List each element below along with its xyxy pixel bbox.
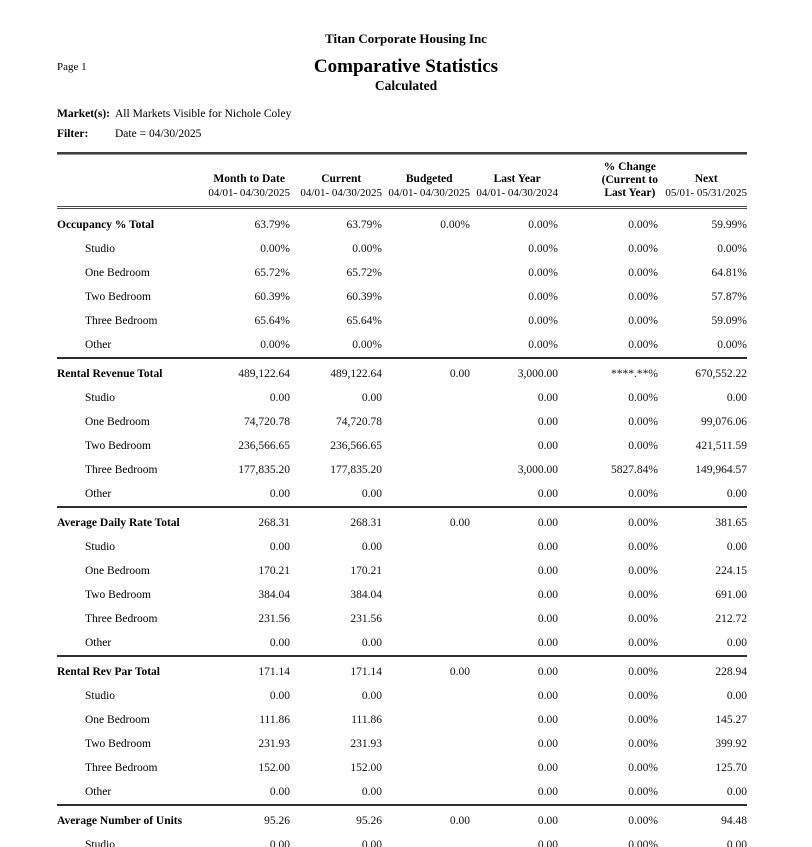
column-label: % Change (603, 161, 656, 173)
cell-value: 170.21 (350, 565, 382, 577)
row-label: One Bedroom (85, 416, 150, 428)
row-label: Studio (85, 690, 116, 702)
cell-value: 0.00% (528, 267, 558, 279)
cell-value: 0.00% (628, 243, 658, 255)
cell-value: 384.04 (258, 589, 290, 601)
column-date-range: 04/01- 04/30/2024 (476, 187, 558, 199)
cell-value: 0.00% (717, 339, 747, 351)
cell-value: 0.00 (537, 738, 558, 750)
cell-value: 0.00% (628, 589, 658, 601)
cell-value: 0.00% (717, 243, 747, 255)
cell-value: 212.72 (715, 613, 747, 625)
cell-value: 0.00 (269, 392, 290, 404)
column-label: (Current to (601, 174, 658, 186)
cell-value: 0.00% (628, 339, 658, 351)
column-label: Current (321, 173, 362, 185)
row-label: Other (85, 488, 112, 500)
cell-value: 171.14 (350, 666, 382, 678)
cell-value: 0.00 (537, 517, 558, 529)
cell-value: 224.15 (715, 565, 747, 577)
row-label: One Bedroom (85, 714, 150, 726)
cell-value: 170.21 (258, 565, 290, 577)
cell-value: 74,720.78 (336, 416, 382, 428)
cell-value: 0.00 (361, 786, 382, 798)
cell-value: 0.00 (726, 786, 747, 798)
cell-value: 0.00% (528, 243, 558, 255)
table-section (57, 655, 747, 804)
cell-value: 0.00% (628, 738, 658, 750)
row-label: Studio (85, 243, 116, 255)
cell-value: 0.00% (628, 392, 658, 404)
cell-value: 0.00 (537, 565, 558, 577)
cell-value: 0.00% (352, 339, 382, 351)
cell-value: 0.00% (528, 315, 558, 327)
cell-value: 0.00% (628, 786, 658, 798)
row-label: One Bedroom (85, 565, 150, 577)
cell-value: 0.00% (628, 613, 658, 625)
cell-value: 0.00 (537, 786, 558, 798)
cell-value: 0.00 (269, 488, 290, 500)
table-header-row (57, 155, 747, 204)
cell-value: 0.00 (537, 416, 558, 428)
cell-value: 125.70 (715, 762, 747, 774)
row-label: Three Bedroom (85, 315, 158, 327)
cell-value: 59.09% (711, 315, 747, 327)
cell-value: 0.00 (449, 815, 470, 827)
cell-value: 268.31 (350, 517, 382, 529)
column-date-range: 04/01- 04/30/2025 (388, 187, 470, 199)
table-row (57, 410, 747, 434)
column-header-next (658, 172, 747, 200)
cell-value: 0.00% (528, 339, 558, 351)
row-label: Studio (85, 839, 116, 847)
cell-value: 0.00% (628, 666, 658, 678)
cell-value: 95.26 (356, 815, 382, 827)
row-label: Two Bedroom (85, 291, 151, 303)
page-number: Page 1 (57, 61, 87, 73)
cell-value: 59.99% (711, 219, 747, 231)
cell-value: 65.72% (254, 267, 290, 279)
row-label: Three Bedroom (85, 762, 158, 774)
cell-value: 0.00% (628, 541, 658, 553)
column-date-range: 04/01- 04/30/2025 (208, 187, 290, 199)
row-label: Other (85, 339, 112, 351)
cell-value: 0.00% (628, 488, 658, 500)
cell-value: 0.00 (269, 637, 290, 649)
table-row-total (57, 213, 747, 237)
cell-value: ****.**% (611, 368, 658, 380)
cell-value: 0.00% (628, 637, 658, 649)
table-row (57, 780, 747, 804)
cell-value: 231.56 (350, 613, 382, 625)
table-row (57, 261, 747, 285)
cell-value: 111.86 (259, 714, 290, 726)
cell-value: 57.87% (711, 291, 747, 303)
cell-value: 0.00 (269, 541, 290, 553)
table-row (57, 684, 747, 708)
cell-value: 691.00 (715, 589, 747, 601)
cell-value: 0.00 (361, 839, 382, 847)
table-row (57, 482, 747, 506)
cell-value: 3,000.00 (517, 368, 558, 380)
cell-value: 0.00 (537, 714, 558, 726)
table-row-total (57, 660, 747, 684)
cell-value: 0.00 (537, 541, 558, 553)
row-label: Two Bedroom (85, 589, 151, 601)
section-title: Rental Rev Par Total (57, 666, 160, 678)
row-label: Other (85, 637, 112, 649)
cell-value: 152.00 (350, 762, 382, 774)
table-row (57, 434, 747, 458)
cell-value: 0.00 (726, 690, 747, 702)
table-row (57, 583, 747, 607)
column-date-range: 04/01- 04/30/2025 (300, 187, 382, 199)
cell-value: 0.00 (361, 690, 382, 702)
column-header-last-year (470, 172, 558, 200)
cell-value: 0.00% (260, 243, 290, 255)
column-label: Last Year) (604, 187, 656, 199)
cell-value: 0.00 (537, 690, 558, 702)
cell-value: 399.92 (715, 738, 747, 750)
table-row (57, 559, 747, 583)
title-band (0, 56, 812, 94)
cell-value: 421,511.59 (695, 440, 747, 452)
row-label: Three Bedroom (85, 613, 158, 625)
table-row (57, 535, 747, 559)
cell-value: 0.00 (537, 839, 558, 847)
cell-value: 65.64% (254, 315, 290, 327)
markets-row (57, 104, 812, 124)
cell-value: 94.48 (721, 815, 747, 827)
cell-value: 0.00% (628, 291, 658, 303)
cell-value: 670,552.22 (695, 368, 747, 380)
cell-value: 0.00 (537, 613, 558, 625)
section-title: Rental Revenue Total (57, 368, 163, 380)
company-name: Titan Corporate Housing Inc (325, 31, 487, 46)
cell-value: 95.26 (264, 815, 290, 827)
column-header-budgeted (382, 172, 470, 200)
cell-value: 0.00 (726, 488, 747, 500)
cell-value: 0.00% (628, 315, 658, 327)
cell-value: 64.81% (711, 267, 747, 279)
report-title: Comparative Statistics (313, 56, 499, 77)
column-label: Last Year (493, 173, 541, 185)
cell-value: 0.00 (726, 541, 747, 553)
cell-value: 0.00 (537, 440, 558, 452)
section-title: Average Number of Units (57, 815, 183, 827)
table-row (57, 631, 747, 655)
section-title: Average Daily Rate Total (57, 517, 180, 529)
cell-value: 231.93 (258, 738, 290, 750)
cell-value: 0.00 (726, 637, 747, 649)
cell-value: 3,000.00 (517, 464, 558, 476)
cell-value: 0.00% (528, 291, 558, 303)
cell-value: 0.00 (269, 786, 290, 798)
table-row (57, 458, 747, 482)
cell-value: 0.00 (537, 666, 558, 678)
table-section (57, 804, 747, 847)
cell-value: 231.93 (350, 738, 382, 750)
cell-value: 0.00 (726, 839, 747, 847)
cell-value: 63.79% (254, 219, 290, 231)
cell-value: 0.00% (628, 440, 658, 452)
cell-value: 0.00 (537, 392, 558, 404)
table-row (57, 333, 747, 357)
cell-value: 0.00% (628, 762, 658, 774)
cell-value: 236,566.65 (238, 440, 290, 452)
statistics-table (57, 152, 747, 847)
cell-value: 0.00 (449, 517, 470, 529)
title-block (57, 56, 755, 94)
cell-value: 381.65 (715, 517, 747, 529)
cell-value: 99,076.06 (701, 416, 747, 428)
cell-value: 0.00% (352, 243, 382, 255)
table-row (57, 708, 747, 732)
row-label: Studio (85, 392, 116, 404)
row-label: One Bedroom (85, 267, 150, 279)
cell-value: 74,720.78 (244, 416, 290, 428)
cell-value: 0.00 (269, 839, 290, 847)
cell-value: 489,122.64 (330, 368, 382, 380)
cell-value: 60.39% (254, 291, 290, 303)
table-section (57, 209, 747, 357)
cell-value: 0.00 (537, 762, 558, 774)
cell-value: 0.00% (628, 416, 658, 428)
cell-value: 63.79% (346, 219, 382, 231)
column-date-range: 05/01- 05/31/2025 (665, 187, 747, 199)
cell-value: 177,835.20 (330, 464, 382, 476)
cell-value: 0.00 (726, 392, 747, 404)
row-label: Two Bedroom (85, 738, 151, 750)
cell-value: 0.00 (537, 637, 558, 649)
cell-value: 0.00 (361, 541, 382, 553)
cell-value: 111.86 (351, 714, 382, 726)
cell-value: 0.00% (628, 219, 658, 231)
cell-value: 0.00% (528, 219, 558, 231)
table-body (57, 209, 747, 847)
cell-value: 0.00% (628, 517, 658, 529)
column-header-month-to-date (205, 172, 290, 200)
cell-value: 0.00 (537, 815, 558, 827)
cell-value: 231.56 (258, 613, 290, 625)
table-row (57, 386, 747, 410)
table-row (57, 732, 747, 756)
table-row (57, 285, 747, 309)
report-subtitle: Calculated (374, 78, 438, 93)
table-row (57, 833, 747, 847)
cell-value: 0.00 (361, 637, 382, 649)
cell-value: 65.64% (346, 315, 382, 327)
cell-value: 0.00 (361, 488, 382, 500)
table-row (57, 237, 747, 261)
cell-value: 0.00% (628, 815, 658, 827)
row-label: Other (85, 786, 112, 798)
table-row-total (57, 362, 747, 386)
cell-value: 0.00 (537, 589, 558, 601)
cell-value: 0.00 (537, 488, 558, 500)
column-header-pct-change (558, 161, 658, 200)
cell-value: 65.72% (346, 267, 382, 279)
filter-value: Date = 04/30/2025 (115, 128, 202, 140)
row-label: Two Bedroom (85, 440, 151, 452)
column-header-current (290, 172, 382, 200)
cell-value: 5827.84% (611, 464, 658, 476)
column-label: Next (694, 173, 718, 185)
cell-value: 0.00% (628, 267, 658, 279)
cell-value: 152.00 (258, 762, 290, 774)
table-row-total (57, 511, 747, 535)
cell-value: 0.00 (269, 690, 290, 702)
markets-label: Market(s): (57, 108, 111, 120)
markets-value: All Markets Visible for Nichole Coley (115, 108, 292, 120)
row-label: Three Bedroom (85, 464, 158, 476)
cell-value: 60.39% (346, 291, 382, 303)
table-row (57, 309, 747, 333)
cell-value: 177,835.20 (238, 464, 290, 476)
cell-value: 0.00 (361, 392, 382, 404)
cell-value: 489,122.64 (238, 368, 290, 380)
filter-label: Filter: (57, 128, 89, 140)
cell-value: 0.00% (628, 714, 658, 726)
cell-value: 0.00 (449, 666, 470, 678)
table-row (57, 756, 747, 780)
cell-value: 0.00% (628, 839, 658, 847)
table-row-total (57, 809, 747, 833)
cell-value: 0.00% (260, 339, 290, 351)
cell-value: 0.00% (440, 219, 470, 231)
cell-value: 384.04 (350, 589, 382, 601)
column-label: Month to Date (213, 173, 285, 185)
cell-value: 268.31 (258, 517, 290, 529)
cell-value: 145.27 (715, 714, 747, 726)
filter-row (57, 124, 812, 144)
table-section (57, 506, 747, 655)
cell-value: 236,566.65 (330, 440, 382, 452)
cell-value: 149,964.57 (695, 464, 747, 476)
section-title: Occupancy % Total (57, 219, 155, 231)
report-meta (57, 104, 812, 144)
cell-value: 0.00 (449, 368, 470, 380)
cell-value: 228.94 (715, 666, 747, 678)
table-section (57, 357, 747, 506)
table-row (57, 607, 747, 631)
cell-value: 171.14 (258, 666, 290, 678)
cell-value: 0.00% (628, 565, 658, 577)
cell-value: 0.00% (628, 690, 658, 702)
row-label: Studio (85, 541, 116, 553)
column-label: Budgeted (405, 173, 453, 185)
